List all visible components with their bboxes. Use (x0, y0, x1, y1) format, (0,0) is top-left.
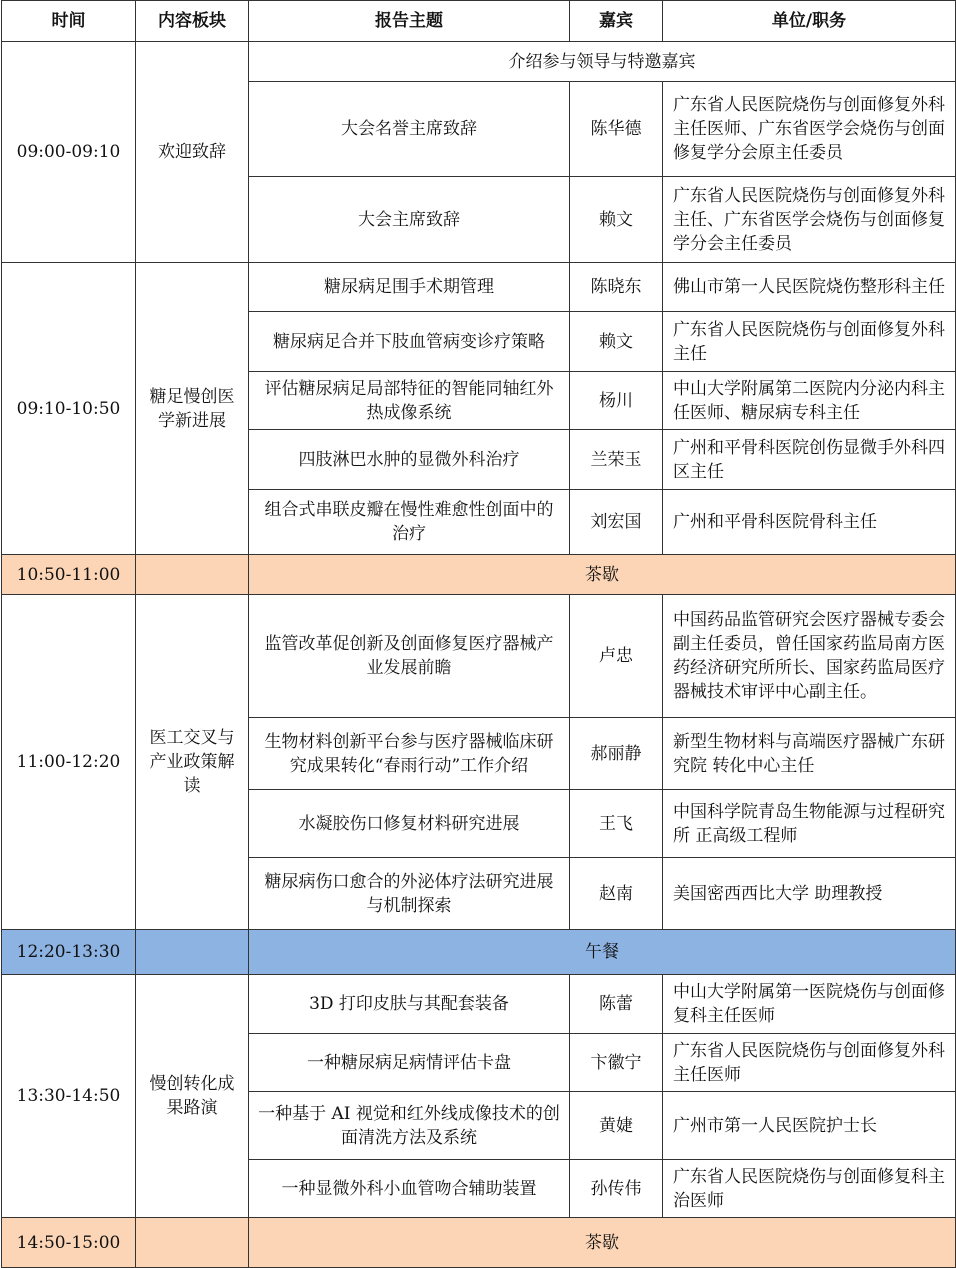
unit-cell: 广州市第一人民医院护士长 (663, 1092, 956, 1160)
unit-cell: 中国科学院青岛生物能源与过程研究所 正高级工程师 (663, 790, 956, 858)
unit-cell: 美国密西西比大学 助理教授 (663, 858, 956, 930)
header-unit: 单位/职务 (663, 1, 956, 42)
topic-cell: 组合式串联皮瓣在慢性难愈性创面中的治疗 (249, 490, 570, 555)
header-topic: 报告主题 (249, 1, 570, 42)
talk-row (2, 975, 956, 1034)
break-label: 茶歇 (249, 555, 956, 595)
time-cell: 12:20-13:30 (2, 930, 136, 975)
topic-cell: 大会主席致辞 (249, 177, 570, 263)
topic-cell: 一种糖尿病足病情评估卡盘 (249, 1034, 570, 1092)
time-cell: 09:10-10:50 (2, 263, 136, 555)
unit-cell: 中国药品监管研究会医疗器械专委会副主任委员，曾任国家药监局南方医药经济研究所所长、国家药监局医疗器械技术审评中心副主任。 (663, 595, 956, 718)
speaker-cell: 王飞 (570, 790, 663, 858)
time-cell: 09:00-09:10 (2, 42, 136, 263)
unit-cell: 新型生物材料与高端医疗器械广东研究院 转化中心主任 (663, 718, 956, 790)
speaker-cell: 杨川 (570, 372, 663, 430)
topic-cell: 监管改革促创新及创面修复医疗器械产业发展前瞻 (249, 595, 570, 718)
unit-cell: 广东省人民医院烧伤与创面修复科主治医师 (663, 1160, 956, 1218)
tea-break-row (2, 1218, 956, 1268)
speaker-cell: 黄婕 (570, 1092, 663, 1160)
time-cell: 11:00-12:20 (2, 595, 136, 930)
speaker-cell: 卢忠 (570, 595, 663, 718)
header-time: 时间 (2, 1, 136, 42)
topic-cell: 水凝胶伤口修复材料研究进展 (249, 790, 570, 858)
unit-cell: 中山大学附属第二医院内分泌内科主任医师、糖尿病专科主任 (663, 372, 956, 430)
talk-row (2, 595, 956, 718)
speaker-cell: 兰荣玉 (570, 430, 663, 490)
time-cell: 13:30-14:50 (2, 975, 136, 1218)
intro-cell: 介绍参与领导与特邀嘉宾 (249, 42, 956, 82)
speaker-cell: 陈晓东 (570, 263, 663, 312)
speaker-cell: 赵南 (570, 858, 663, 930)
talk-row (2, 263, 956, 312)
unit-cell: 广东省人民医院烧伤与创面修复外科主任 (663, 312, 956, 372)
speaker-cell: 郝丽静 (570, 718, 663, 790)
tea-break-row (2, 555, 956, 595)
topic-cell: 一种显微外科小血管吻合辅助装置 (249, 1160, 570, 1218)
header-section: 内容板块 (136, 1, 249, 42)
unit-cell: 广东省人民医院烧伤与创面修复外科主任、广东省医学会烧伤与创面修复学分会主任委员 (663, 177, 956, 263)
header-speaker: 嘉宾 (570, 1, 663, 42)
intro-row (2, 42, 956, 82)
schedule-table (1, 0, 956, 1268)
section-cell: 慢创转化成果路演 (136, 975, 249, 1218)
speaker-cell: 孙传伟 (570, 1160, 663, 1218)
lunch-row (2, 930, 956, 975)
topic-cell: 糖尿病足合并下肢血管病变诊疗策略 (249, 312, 570, 372)
topic-cell: 糖尿病伤口愈合的外泌体疗法研究进展与机制探索 (249, 858, 570, 930)
topic-cell: 3D 打印皮肤与其配套装备 (249, 975, 570, 1034)
speaker-cell: 卞徽宁 (570, 1034, 663, 1092)
time-cell: 10:50-11:00 (2, 555, 136, 595)
topic-cell: 大会名誉主席致辞 (249, 82, 570, 177)
topic-cell: 一种基于 AI 视觉和红外线成像技术的创面清洗方法及系统 (249, 1092, 570, 1160)
unit-cell: 广州和平骨科医院骨科主任 (663, 490, 956, 555)
header-row (2, 1, 956, 42)
unit-cell: 广东省人民医院烧伤与创面修复外科主任医师、广东省医学会烧伤与创面修复学分会原主任委员 (663, 82, 956, 177)
topic-cell: 糖尿病足围手术期管理 (249, 263, 570, 312)
section-cell (136, 930, 249, 975)
speaker-cell: 陈华德 (570, 82, 663, 177)
section-cell (136, 1218, 249, 1268)
unit-cell: 广州和平骨科医院创伤显微手外科四区主任 (663, 430, 956, 490)
topic-cell: 生物材料创新平台参与医疗器械临床研究成果转化“春雨行动”工作介绍 (249, 718, 570, 790)
section-cell (136, 555, 249, 595)
time-cell: 14:50-15:00 (2, 1218, 136, 1268)
speaker-cell: 陈蕾 (570, 975, 663, 1034)
section-cell: 糖足慢创医学新进展 (136, 263, 249, 555)
section-cell: 欢迎致辞 (136, 42, 249, 263)
topic-cell: 四肢淋巴水肿的显微外科治疗 (249, 430, 570, 490)
schedule-body (2, 42, 956, 1268)
topic-cell: 评估糖尿病足局部特征的智能同轴红外热成像系统 (249, 372, 570, 430)
speaker-cell: 刘宏国 (570, 490, 663, 555)
unit-cell: 广东省人民医院烧伤与创面修复外科主任医师 (663, 1034, 956, 1092)
unit-cell: 佛山市第一人民医院烧伤整形科主任 (663, 263, 956, 312)
unit-cell: 中山大学附属第一医院烧伤与创面修复科主任医师 (663, 975, 956, 1034)
break-label: 茶歇 (249, 1218, 956, 1268)
break-label: 午餐 (249, 930, 956, 975)
speaker-cell: 赖文 (570, 312, 663, 372)
section-cell: 医工交叉与产业政策解读 (136, 595, 249, 930)
speaker-cell: 赖文 (570, 177, 663, 263)
